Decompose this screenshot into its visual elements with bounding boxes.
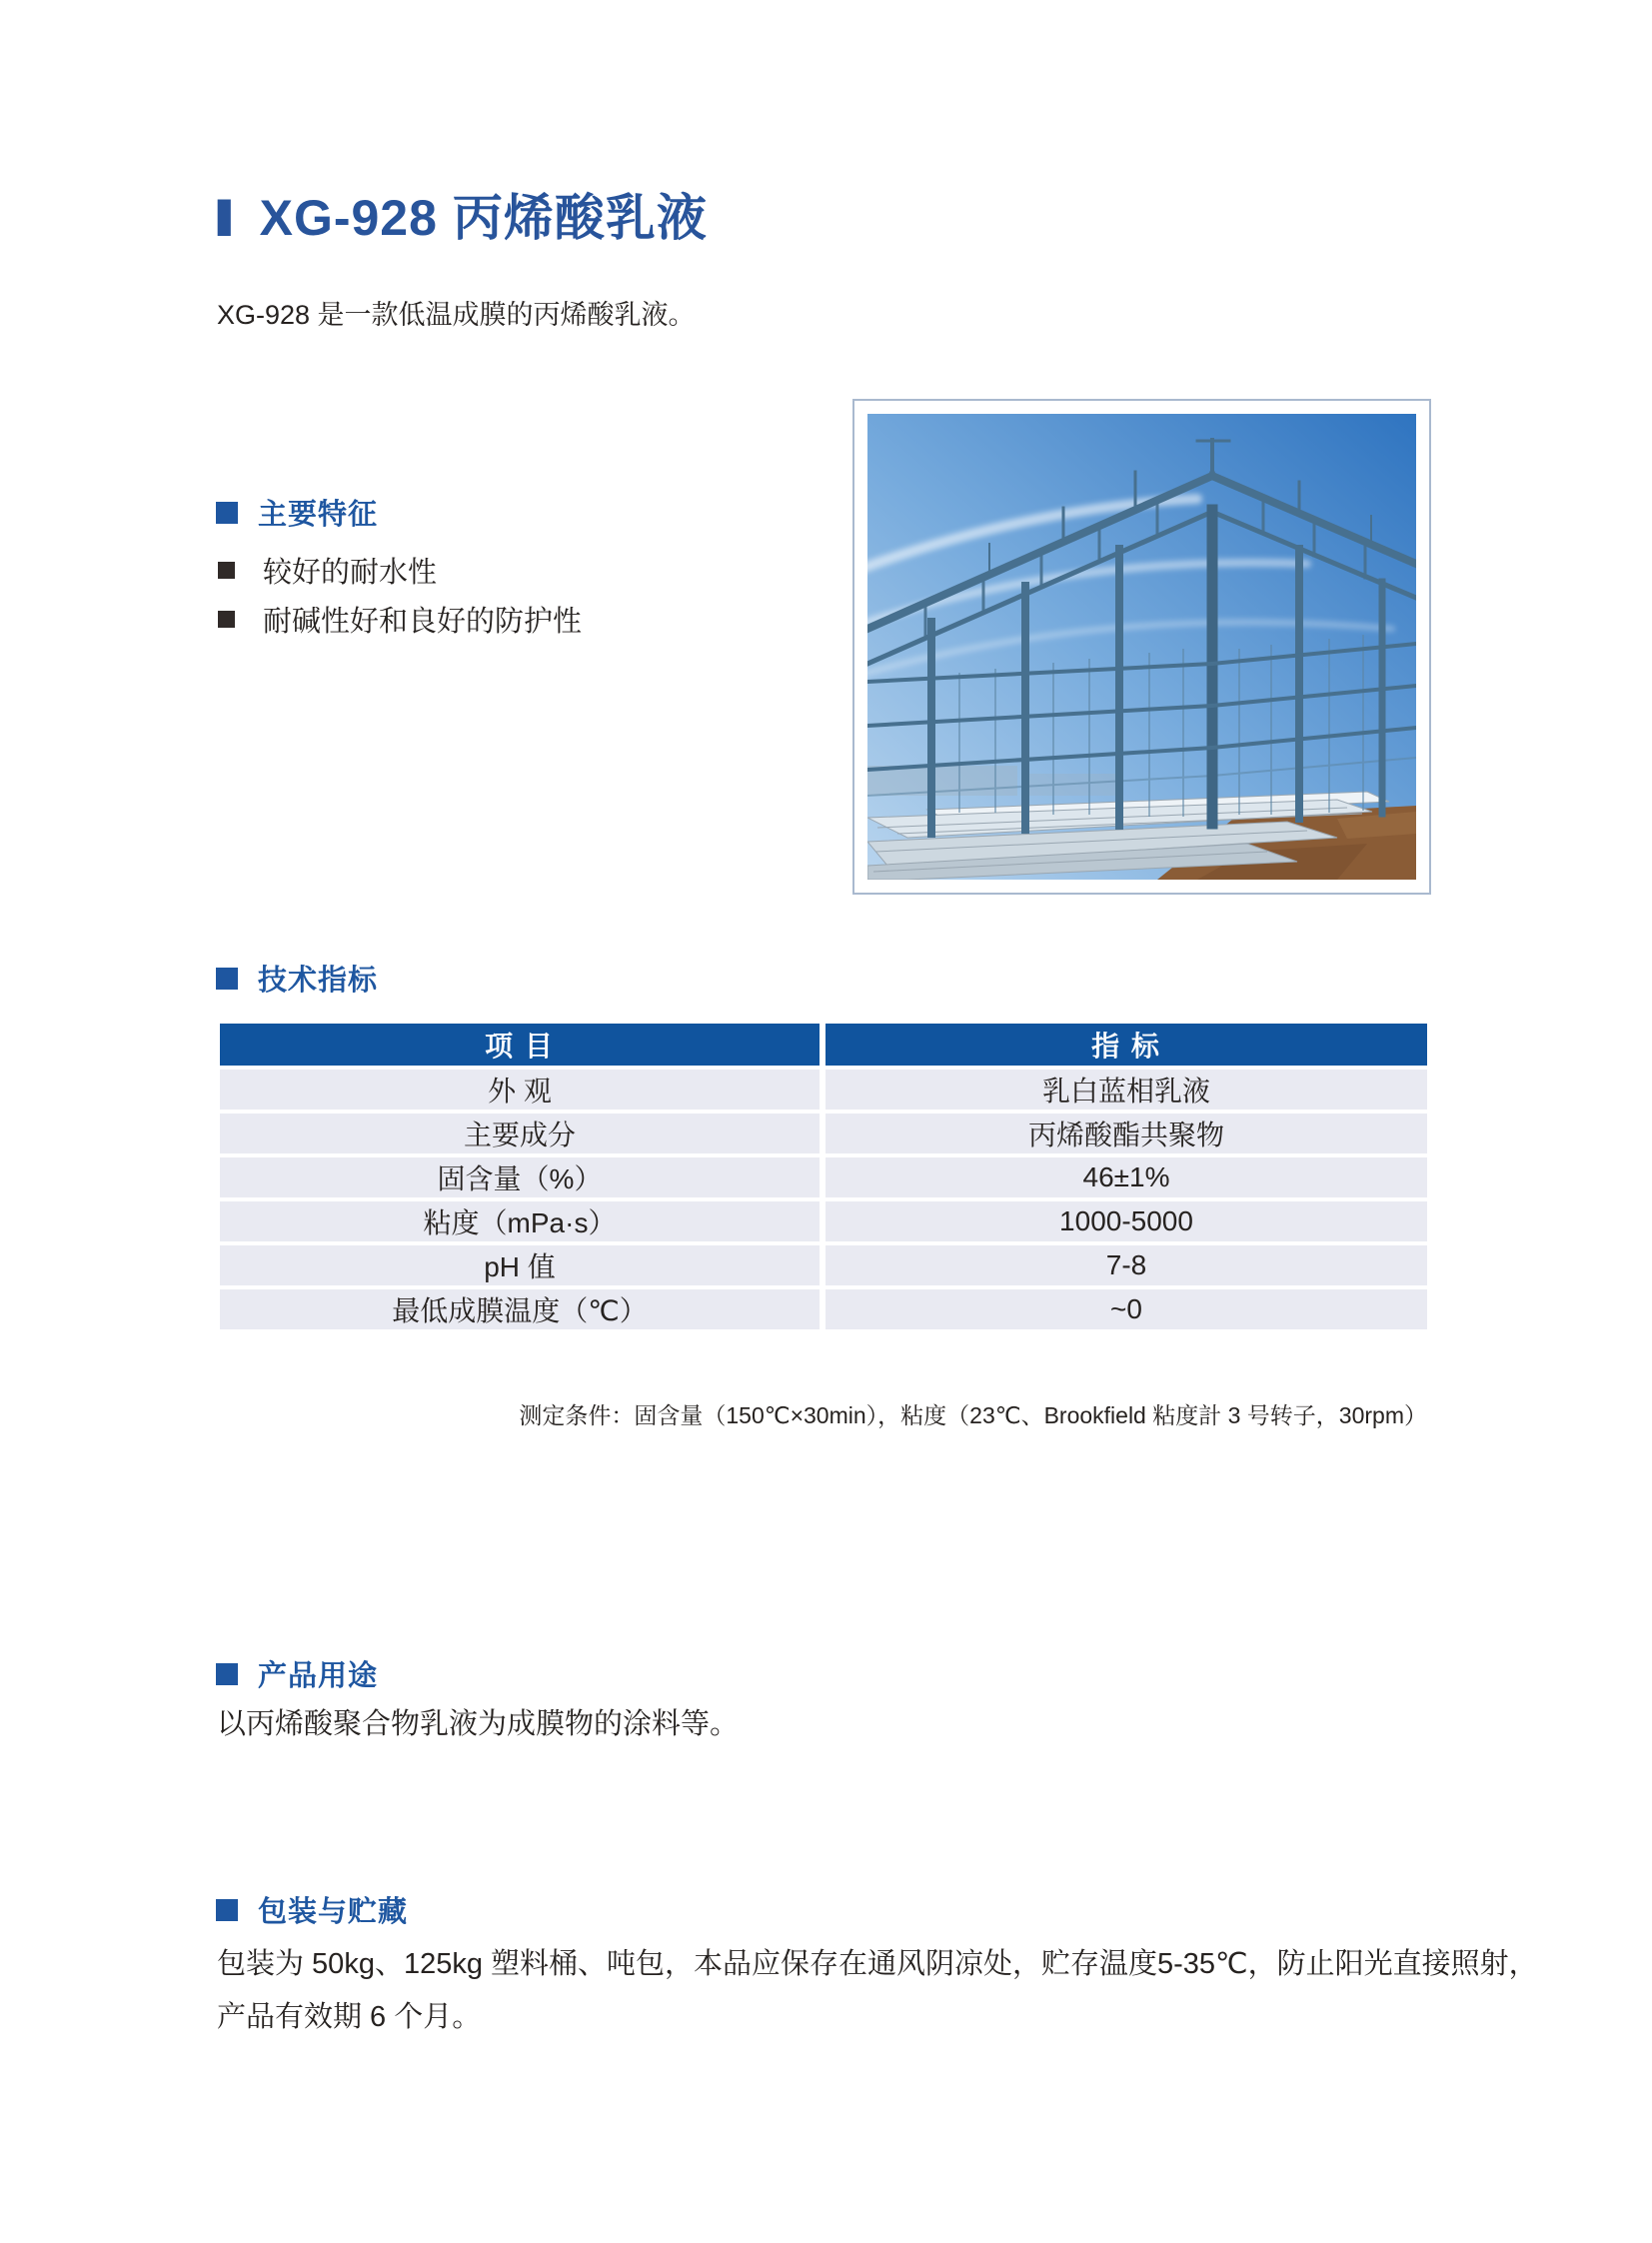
section-marker-icon — [216, 1899, 238, 1921]
spec-row-value: 46±1% — [826, 1157, 1427, 1197]
page-title: XG-928 丙烯酸乳液 — [259, 190, 708, 246]
section-marker-icon — [216, 968, 238, 990]
spec-table-header-value: 指 标 — [826, 1024, 1427, 1066]
bullet-square-icon — [218, 611, 235, 628]
section-heading-specs — [216, 958, 378, 999]
product-photo-frame — [852, 399, 1431, 895]
section-title-specs: 技术指标 — [258, 965, 379, 997]
section-title-features: 主要特征 — [258, 499, 379, 531]
feature-item — [218, 550, 437, 591]
section-heading-packaging — [216, 1889, 408, 1930]
spec-table — [220, 1024, 1427, 1329]
measurement-conditions-note: 测定条件：固含量（150℃×30min），粘度（23℃、Brookfield 粘度計 3 号转子，30rpm） — [519, 1402, 1427, 1428]
spec-row-value: 7-8 — [826, 1245, 1427, 1285]
title-row — [211, 190, 708, 248]
feature-item — [218, 599, 582, 640]
spec-table-header-item: 项 目 — [220, 1024, 820, 1066]
packaging-body-line: 包装为 50kg、125kg 塑料桶、吨包，本品应保存在通风阴凉处，贮存温度5-35℃，防止阳光直接照射， — [217, 1948, 1538, 1980]
spec-row-label: 最低成膜温度（℃） — [220, 1289, 820, 1329]
spec-row-label: 外 观 — [220, 1070, 820, 1110]
spec-row-label: 粘度（mPa·s） — [220, 1201, 820, 1241]
title-prefix-bar: Ⅰ — [211, 190, 238, 247]
spec-row-value: 乳白蓝相乳液 — [826, 1070, 1427, 1110]
spec-row-label: 主要成分 — [220, 1114, 820, 1153]
section-marker-icon — [216, 502, 238, 524]
section-heading-usage — [216, 1653, 378, 1694]
feature-item-label: 耐碱性好和良好的防护性 — [263, 606, 583, 638]
spec-row-value: 丙烯酸酯共聚物 — [826, 1114, 1427, 1153]
section-title-packaging: 包装与贮藏 — [258, 1896, 409, 1928]
feature-item-label: 较好的耐水性 — [263, 557, 438, 589]
spec-row-label: pH 值 — [220, 1245, 820, 1285]
spec-row-value: 1000-5000 — [826, 1201, 1427, 1241]
usage-body-text: 以丙烯酸聚合物乳液为成膜物的涂料等。 — [217, 1708, 740, 1740]
section-marker-icon — [216, 1663, 238, 1685]
spec-row-value: ~0 — [826, 1289, 1427, 1329]
bullet-square-icon — [218, 562, 235, 579]
product-description: XG-928 是一款低温成膜的丙烯酸乳液。 — [217, 300, 696, 330]
spec-row-label: 固含量（%） — [220, 1157, 820, 1197]
section-heading-features — [216, 492, 378, 533]
section-title-usage: 产品用途 — [258, 1660, 379, 1692]
steel-structure-photo — [867, 414, 1416, 880]
packaging-body-line: 产品有效期 6 个月。 — [217, 2001, 482, 2033]
